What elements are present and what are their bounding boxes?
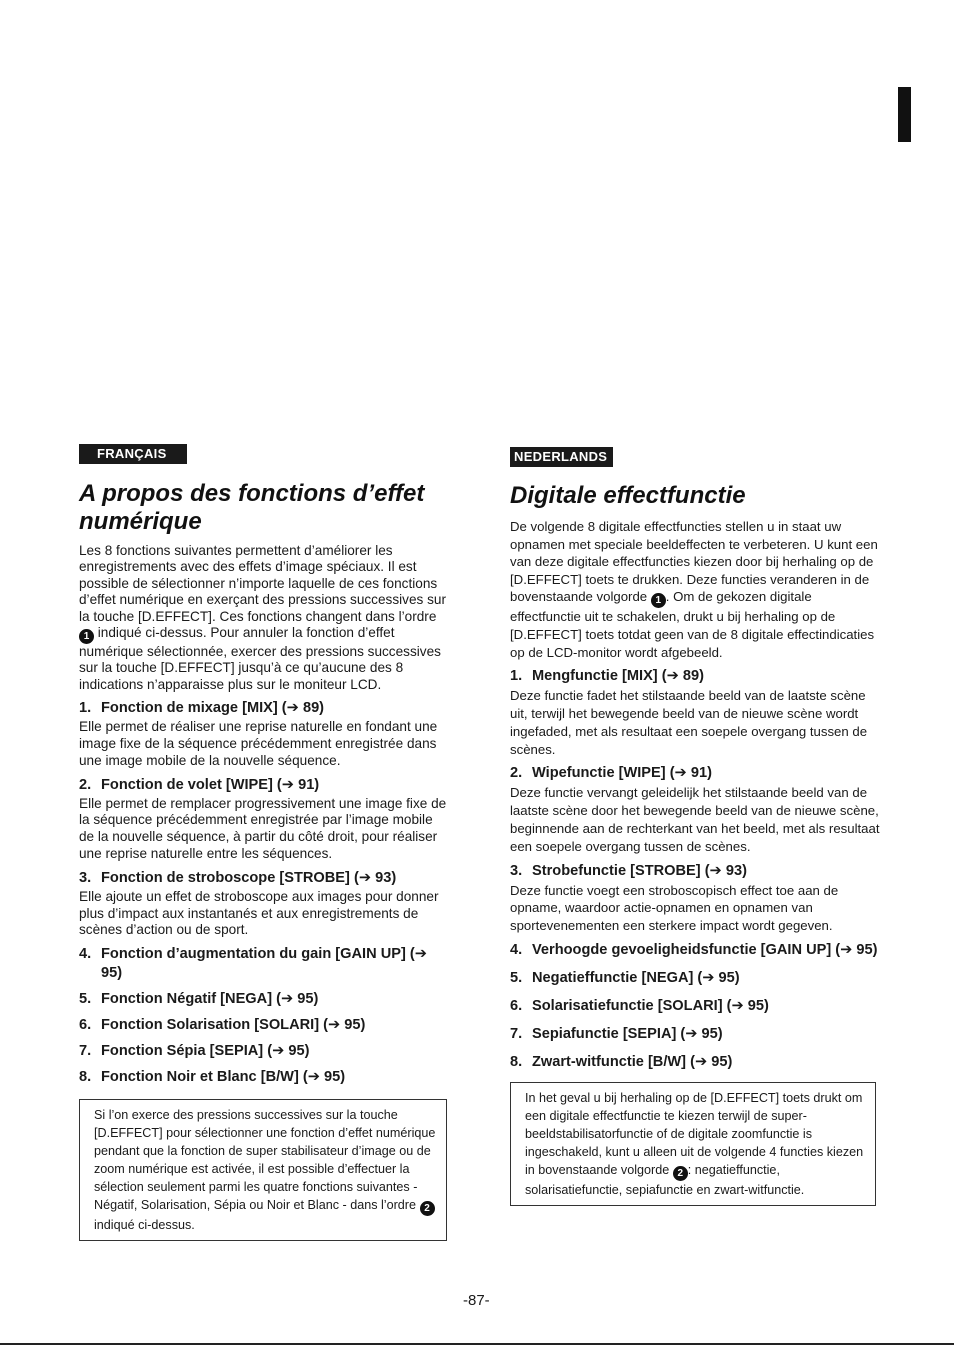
intro-text-b: indiqué ci-dessus. Pour annuler la fonction d’effet numérique sélectionnée, exercer des pressions successives sur la touche [D.EFFECT] jusqu’à ce qu’aucune des 8 indications n’apparaisse plus sur le moniteur LCD. (79, 625, 441, 692)
step-number-1-icon: 1 (651, 593, 666, 608)
function-name: Zwart-witfunctie [B/W] (➔ 95) (532, 1053, 733, 1070)
function-number: 7. (510, 1025, 523, 1042)
function-number: 6. (79, 1017, 92, 1034)
function-item (510, 862, 880, 935)
intro-paragraph-french (79, 543, 447, 693)
function-name: Negatieffunctie [NEGA] (➔ 95) (532, 969, 740, 986)
step-number-1-icon: 1 (79, 629, 94, 644)
function-number: 1. (79, 700, 92, 717)
function-number: 3. (79, 869, 92, 886)
intro-text-b: . Om de gekozen digitale effectfunctie uit te schakelen, drukt u bij herhaling op de [D.EFFECT] toets totdat geen van de 8 digitale effectindicaties op de LCD-monitor wordt afgebeeld. (510, 589, 875, 660)
function-number: 5. (79, 991, 92, 1008)
function-description: Deze functie voegt een stroboscopisch effect toe aan de opname, waardoor actie-opnamen en opnamen van sportevenementen een sterkere impact wordt gegeven. (510, 882, 839, 934)
function-name: Fonction Noir et Blanc [B/W] (➔ 95) (101, 1069, 346, 1086)
function-name: Fonction de volet [WIPE] (➔ 91) (101, 776, 320, 793)
function-name: Fonction Négatif [NEGA] (➔ 95) (101, 991, 319, 1008)
function-name: Verhoogde gevoeligheidsfunctie [GAIN UP] (➔ 95) (532, 941, 878, 958)
function-item (79, 1068, 447, 1087)
note-box-french (79, 1099, 447, 1241)
bottom-divider (0, 1343, 954, 1345)
function-number: 8. (79, 1069, 92, 1086)
intro-text-a: Les 8 fonctions suivantes permettent d’améliorer les enregistrements avec des effets d’image spéciaux. Il est possible de sélectionner n’importe laquelle de ces fonctions d’effet numérique en exerçant des pressions successives sur la touche [D.EFFECT]. Ces fonctions changent dans l’ordre (79, 543, 446, 624)
function-item (510, 764, 880, 855)
function-description: Elle ajoute un effet de stroboscope aux images pour donner plus d’impact aux instantanés et aux enregistrements de scènes d’action ou de sport. (79, 888, 439, 938)
function-description: Deze functie vervangt geleidelijk het stilstaande beeld van de laatste scène door het bewegende beeld van de nieuwe scène, beginnende aan de rechterkant van het beeld, met als resultaat een soepele overgang tussen de scènes. (510, 785, 880, 854)
function-description: Elle permet de réaliser une reprise naturelle en fondant une image fixe de la séquence précédemment enregistrée dans une image mobile de la nouvelle séquence. (79, 719, 438, 768)
function-item (510, 1053, 880, 1072)
function-name: Fonction d’augmentation du gain [GAIN UP] (➔ 95) (101, 946, 427, 982)
function-name: Wipefunctie [WIPE] (➔ 91) (532, 765, 712, 782)
language-tag-french: FRANÇAIS (79, 444, 187, 464)
function-list-french (79, 699, 447, 1087)
function-item (510, 969, 880, 988)
intro-text-a: De volgende 8 digitale effectfuncties stellen u in staat uw opnamen met speciale beeldeffecten te verbeteren. U kunt een van deze digitale effectfuncties kiezen door bij herhaling op de [D.EFFECT] toets te drukken. Deze functies veranderen in de bovenstaande volgorde (510, 519, 878, 605)
function-number: 7. (79, 1043, 92, 1060)
column-dutch (510, 444, 880, 1206)
function-item (79, 776, 447, 863)
page-number: -87- (463, 1292, 490, 1309)
function-title (79, 945, 447, 983)
section-tab-mark (898, 87, 911, 142)
note-text-b: indiqué ci-dessus. (94, 1218, 195, 1233)
function-number: 5. (510, 969, 523, 986)
language-tag-dutch: NEDERLANDS (510, 447, 613, 467)
function-name: Solarisatiefunctie [SOLARI] (➔ 95) (532, 997, 769, 1014)
function-number: 8. (510, 1053, 523, 1070)
note-box-dutch (510, 1082, 876, 1206)
function-item (510, 667, 880, 758)
function-name: Sepiafunctie [SEPIA] (➔ 95) (532, 1025, 723, 1042)
function-number: 4. (79, 946, 92, 963)
note-text-a: In het geval u bij herhaling op de [D.EFFECT] toets drukt om een digitale effectfunctie te kiezen terwijl de super-beeldstabilisatorfunctie of de digitale zoomfunctie is ingeschakeld, kunt u alleen uit de volgende 4 functies kiezen in bovenstaande volgorde (525, 1090, 864, 1177)
function-item (79, 699, 447, 769)
function-description: Elle permet de remplacer progressivement une image fixe de la séquence précédemment enregistrée par l’image mobile de la nouvelle séquence, à partir du côté droit, pour réaliser une reprise naturelle entre les séquences. (79, 795, 447, 862)
function-item (510, 997, 880, 1016)
function-item (510, 941, 880, 960)
function-number: 3. (510, 862, 523, 879)
function-title (79, 1016, 447, 1035)
function-title (79, 1042, 447, 1061)
function-name: Fonction Solarisation [SOLARI] (➔ 95) (101, 1017, 366, 1034)
function-title (79, 1068, 447, 1087)
function-title (510, 969, 880, 988)
function-list-dutch (510, 667, 880, 1072)
function-name: Fonction de mixage [MIX] (➔ 89) (101, 700, 325, 717)
function-name: Strobefunctie [STROBE] (➔ 93) (532, 862, 747, 879)
function-item (79, 945, 447, 983)
function-number: 2. (510, 765, 523, 782)
function-title (510, 941, 880, 960)
function-number: 2. (79, 776, 92, 793)
intro-paragraph-dutch (510, 518, 880, 661)
function-item (510, 1025, 880, 1044)
step-number-2-icon: 2 (673, 1166, 688, 1181)
function-number: 6. (510, 997, 523, 1014)
function-item (79, 990, 447, 1009)
function-title (510, 1053, 880, 1072)
function-title (510, 1025, 880, 1044)
function-title (510, 667, 880, 686)
function-title (79, 990, 447, 1009)
function-title (510, 997, 880, 1016)
column-french (79, 444, 447, 1241)
function-title (79, 699, 447, 718)
function-title (79, 776, 447, 795)
page-title-french: A propos des fonctions d’effet numérique (79, 480, 425, 535)
function-title (510, 862, 880, 881)
note-text-a: Si l’on exerce des pressions successives sur la touche [D.EFFECT] pour sélectionner une fonction d’effet numérique pendant que la fonction de super stabilisateur d’image ou de zoom numérique est activée, il est possible d’effectuer la sélection seulement parmi les quatre fonctions suivantes - Négatif, Solarisation, Sépia ou Noir et Blanc - dans l’ordre (94, 1108, 436, 1213)
function-number: 4. (510, 941, 523, 958)
page-title-dutch: Digitale effectfunctie (510, 482, 746, 509)
note-text-b: : negatieffunctie, solarisatiefunctie, sepiafunctie en zwart-witfunctie. (525, 1162, 805, 1197)
function-description: Deze functie fadet het stilstaande beeld van de laatste scène uit, terwijl het bewegende beeld van de nieuwe scène wordt ingefaded, met als resultaat een soepele overgang tussen de scènes. (510, 688, 868, 757)
function-name: Fonction de stroboscope [STROBE] (➔ 93) (101, 869, 397, 886)
function-name: Fonction Sépia [SEPIA] (➔ 95) (101, 1043, 310, 1060)
function-name: Mengfunctie [MIX] (➔ 89) (532, 668, 704, 685)
function-title (79, 869, 447, 888)
function-item (79, 869, 447, 939)
function-number: 1. (510, 668, 523, 685)
step-number-2-icon: 2 (420, 1201, 435, 1216)
function-item (79, 1016, 447, 1035)
function-title (510, 764, 880, 783)
function-item (79, 1042, 447, 1061)
